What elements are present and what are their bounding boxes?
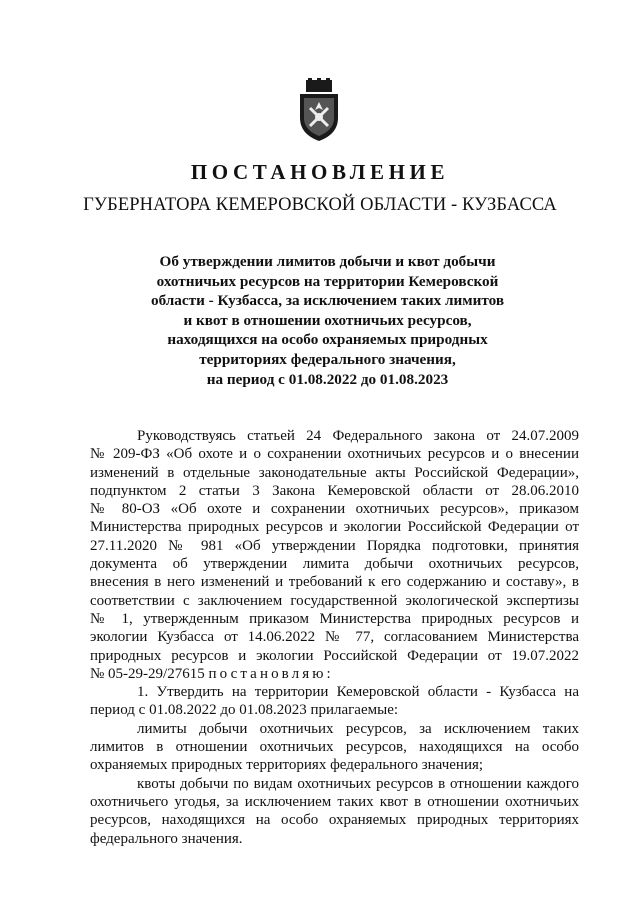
preamble-line: 27.11.2020 № 981 «Об утверждении Порядка подготовки, принятия [90, 537, 579, 554]
item-1-line: 1. Утвердить на территории Кемеровской области - Кузбасса на [137, 684, 579, 701]
limits-line: лимитов в отношении охотничьих ресурсов, находящихся на особо [90, 739, 579, 756]
preamble-line: № 1, утвержденным приказом Министерства природных ресурсов и [90, 610, 579, 627]
quotas-line: охотничьего угодья, за исключением таких квот в отношении охотничьих [90, 793, 579, 810]
subject-line: области - Кузбасса, за исключением таких лимитов [150, 292, 505, 310]
subject-line: охотничьих ресурсов на территории Кемеровской [156, 272, 499, 290]
kuzbass-coat-of-arms-icon [296, 78, 342, 142]
preamble-line: подпунктом 2 статьи 3 Закона Кемеровской области от 28.06.2010 [90, 482, 579, 499]
document-subject [130, 252, 525, 389]
preamble-closing-line [90, 665, 579, 683]
limits-line: лимиты добычи охотничьих ресурсов, за исключением таких [137, 720, 579, 737]
preamble-line: экологии Кузбасса от 14.06.2022 № 77, согласованием Министерства [90, 629, 579, 646]
item-1-line: период с 01.08.2022 до 01.08.2023 прилагаемые: [90, 702, 399, 719]
decree-word: постановляю: [208, 665, 334, 682]
preamble-line: документа об утверждении лимита добычи охотничьих ресурсов, [90, 556, 579, 573]
preamble-line: Министерства природных ресурсов и экологии Российской Федерации от [90, 519, 579, 536]
subject-line: Об утверждении лимитов добычи и квот добычи [159, 253, 496, 270]
quotas-line: квоты добычи по видам охотничьих ресурсов в отношении каждого [137, 775, 579, 792]
preamble-line: № 80-ОЗ «Об охоте и сохранении охотничьих ресурсов», приказом [90, 501, 579, 518]
document-body [90, 427, 579, 848]
quotas-line: федерального значения. [90, 830, 243, 847]
document-title: ПОСТАНОВЛЕНИЕ [190, 160, 450, 184]
subject-line: территориях федерального значения, [199, 350, 456, 368]
subject-line: и квот в отношении охотничьих ресурсов, [183, 311, 472, 329]
preamble-line: внесения в него изменений и требований к его содержанию и составу», в [90, 574, 579, 591]
subject-line: на период с 01.08.2022 до 01.08.2023 [206, 370, 449, 388]
decree-reference: № 05-29-29/27615 [90, 665, 205, 682]
preamble-line: Руководствуясь статьей 24 Федерального закона от 24.07.2009 [137, 428, 579, 444]
preamble-line: соответствии с заключением государственной экологической экспертизы [90, 592, 579, 609]
limits-line: охраняемых природных территориях федерального значения; [90, 757, 484, 774]
preamble-line: № 209-ФЗ «Об охоте и о сохранении охотничьих ресурсов и о внесении [90, 446, 579, 463]
quotas-line: ресурсов, находящихся на особо охраняемых природных территориях [90, 812, 579, 829]
subject-line: находящихся на особо охраняемых природных [167, 331, 488, 349]
preamble-line: изменений в отдельные законодательные акты Российской Федерации», [90, 464, 579, 481]
preamble-line: природных ресурсов и экологии Российской Федерации от 19.07.2022 [90, 647, 579, 664]
document-issuer: ГУБЕРНАТОРА КЕМЕРОВСКОЙ ОБЛАСТИ - КУЗБАССА [83, 195, 557, 215]
